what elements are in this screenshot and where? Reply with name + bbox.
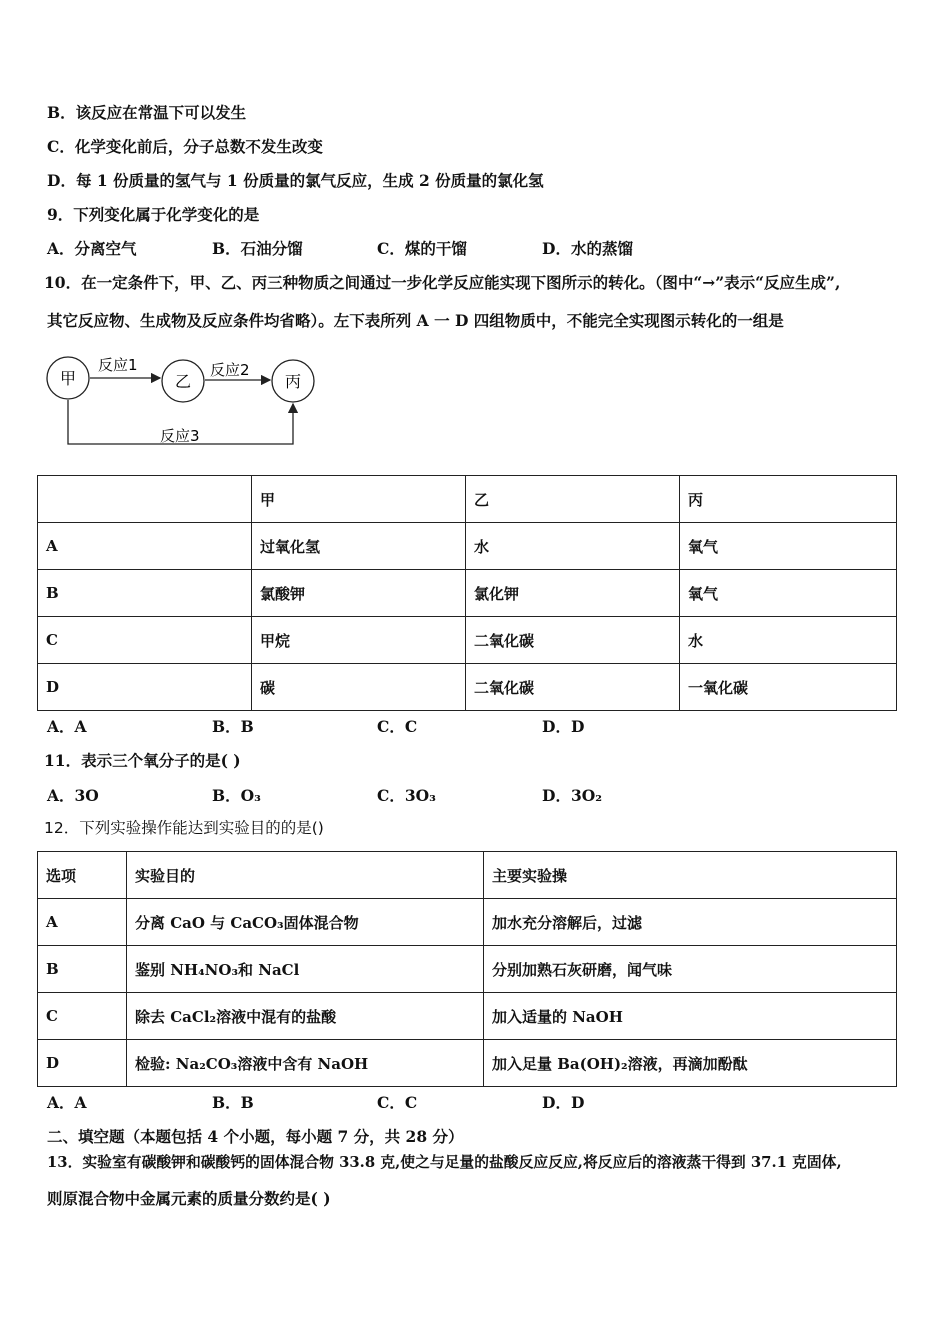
table-row [38,617,897,664]
reaction-diagram [40,345,330,450]
q12-cell: 加入适量的 NaOH [484,993,897,1040]
q12-cell: 除去 CaCl₂溶液中混有的盐酸 [127,993,484,1040]
q10-option-a: A．A [47,717,87,736]
q11-option-d: D．3O₂ [542,786,603,805]
q12-stem: 12．下列实验操作能达到实验目的的是() [44,819,324,837]
q9-option-b: B．石油分馏 [212,239,303,258]
table-row [38,570,897,617]
q8-option-b: B．该反应在常温下可以发生 [47,103,247,122]
q12-cell: D [38,1040,127,1087]
q11-stem: 11．表示三个氧分子的是( ) [44,751,241,770]
q10-option-d: D．D [542,717,585,736]
q13-line1: 13．实验室有碳酸钾和碳酸钙的固体混合物 33.8 克,使之与足量的盐酸反应反应,将反应后的溶液蒸干得到 37.1 克固体, [47,1154,842,1171]
q11-options [47,786,707,806]
node-jia-label: 甲 [59,369,77,388]
q10-option-c: C．C [377,717,418,736]
reaction2-label: 反应2 [210,361,250,379]
q12-th-option: 选项 [38,852,127,899]
q10-th-jia: 甲 [252,476,466,523]
q9-stem: 9．下列变化属于化学变化的是 [47,205,260,224]
node-yi-label: 乙 [174,372,192,391]
q12-cell: 检验: Na₂CO₃溶液中含有 NaOH [127,1040,484,1087]
q11-option-a: A．3O [47,786,99,805]
q10-table-header-row [38,476,897,523]
q10-options [47,717,707,737]
q10-cell: 氯化钾 [466,570,680,617]
q10-cell: 二氧化碳 [466,664,680,711]
q10-cell: 水 [466,523,680,570]
q12-cell: 加入足量 Ba(OH)₂溶液，再滴加酚酞 [484,1040,897,1087]
q10-th-empty [38,476,252,523]
q12-table-header-row [38,852,897,899]
q10-cell: 一氧化碳 [680,664,897,711]
q10-cell: A [38,523,252,570]
q12-option-c: C．C [377,1093,418,1112]
q10-cell: B [38,570,252,617]
table-row [38,1040,897,1087]
q11-option-c: C．3O₃ [377,786,436,805]
q12-options [47,1093,707,1113]
q10-option-b: B．B [212,717,254,736]
q8-option-d: D．每 1 份质量的氢气与 1 份质量的氯气反应，生成 2 份质量的氯化氢 [47,171,544,190]
table-row [38,993,897,1040]
q10-cell: 氯酸钾 [252,570,466,617]
q10-cell: 氧气 [680,523,897,570]
q10-cell: 二氧化碳 [466,617,680,664]
table-row [38,523,897,570]
q10-cell: 过氧化氢 [252,523,466,570]
q11-option-b: B．O₃ [212,786,261,805]
q10-cell: 甲烷 [252,617,466,664]
q9-option-a: A．分离空气 [47,239,137,258]
q12-cell: 分别加熟石灰研磨，闻气味 [484,946,897,993]
section-2-title: 二、填空题（本题包括 4 个小题，每小题 7 分，共 28 分） [47,1127,464,1146]
reaction1-label: 反应1 [98,356,138,374]
table-row [38,946,897,993]
q9-option-c: C．煤的干馏 [377,239,467,258]
q9-option-d: D．水的蒸馏 [542,239,633,258]
q10-stem-line1: 10．在一定条件下，甲、乙、丙三种物质之间通过一步化学反应能实现下图所示的转化。（图中“→”表示“反应生成”, [44,273,841,292]
q10-th-yi: 乙 [466,476,680,523]
q12-table [37,851,897,1087]
q12-cell: 鉴别 NH₄NO₃和 NaCl [127,946,484,993]
q10-th-bing: 丙 [680,476,897,523]
q12-option-b: B．B [212,1093,254,1112]
q10-cell: 水 [680,617,897,664]
q12-cell: 分离 CaO 与 CaCO₃固体混合物 [127,899,484,946]
q12-cell: B [38,946,127,993]
q12-th-operation: 主要实验操 [484,852,897,899]
q12-cell: A [38,899,127,946]
q12-cell: C [38,993,127,1040]
q10-table [37,475,897,711]
q12-option-a: A．A [47,1093,87,1112]
table-row [38,899,897,946]
q10-cell: 氧气 [680,570,897,617]
q10-stem-line2: 其它反应物、生成物及反应条件均省略）。左下表所列 A 一 D 四组物质中，不能完全实现图示转化的一组是 [47,311,784,330]
q12-option-d: D．D [542,1093,585,1112]
q13-line2: 则原混合物中金属元素的质量分数约是( ) [47,1189,331,1208]
reaction3-label: 反应3 [160,427,200,445]
q10-cell: C [38,617,252,664]
q10-cell: 碳 [252,664,466,711]
table-row [38,664,897,711]
q9-options [47,239,707,259]
node-bing-label: 丙 [284,372,302,391]
q12-th-purpose: 实验目的 [127,852,484,899]
q12-cell: 加水充分溶解后，过滤 [484,899,897,946]
q10-cell: D [38,664,252,711]
q8-option-c: C．化学变化前后，分子总数不发生改变 [47,137,323,156]
